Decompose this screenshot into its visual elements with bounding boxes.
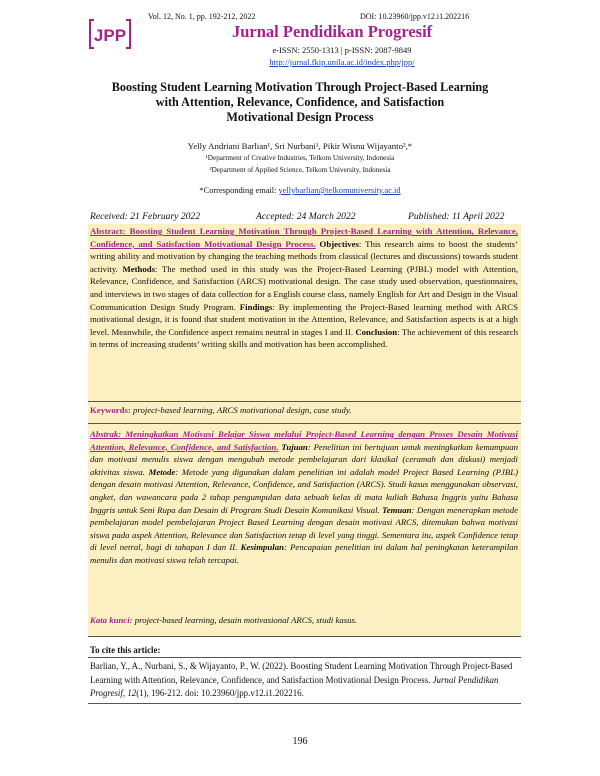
published-date: Published: 11 April 2022 [408,211,505,222]
abstract-en-title: Abstract: Boosting Student Learning Motivation Through Project-Based Learning with Attention, Relevance, Confidence, and Satisfaction Motivational Design Process. [90,226,518,249]
findings-text: : By implementing the Project-Based learning method with ARCS motivational design, it is found that student motivation in the Attention, Relevance, and Satisfaction aspects is at a high level. Meanwhile, the Confidence aspect remains neutral in stages I and II. [90,301,518,337]
citation-sep: , [122,688,128,698]
email-link[interactable]: yellybarlian@telkomuniversity.ac.id [278,186,401,195]
kata-kunci-label: Kata kunci: [90,615,133,625]
volume-info: Vol. 12, No. 1, pp. 192-212, 2022 [148,12,256,21]
article-title [88,80,512,125]
accepted-date: Accepted: 24 March 2022 [256,211,356,222]
temuan-label: Temuan [382,504,412,515]
keywords-en [90,404,518,417]
tujuan-text: : Penelitian ini bertujuan untuk meningkatkan kemampuan dan motivasi menulis siswa dengan mengubah metode pembelajaran dari klasikal (ceramah dan diskusi) menjadi aktivitas siswa. [90,441,519,477]
temuan-text: : Dengan menerapkan metode pembelajaran model pembelajaran Project Based Learning dengan desain motivasi ARCS, ditemukan bahwa motivasi siswa pada aspek Attention, Relevance dan Satisfaction tetap di level yang tinggi. Sementara itu, aspek Confidence tetap di level netral, bagi di tahapan I dan II. [90,504,519,553]
citation [90,660,518,701]
abstract-id-title: Abstrak: Meningkatkan Motivasi Belajar Siswa melalui Project-Based Learning dengan Proses Desain Motivasi Attention, Relevance, Confidence, and Satisfaction. [90,429,518,452]
objectives-text: : This research aims to boost the students’ writing ability and motivation by changing the teaching methods from classical (lectures and discussions) towards student activity. [90,238,518,274]
methods-label: Methods [122,263,156,274]
conclusion-text: : The achievement of this research in terms of increasing students’ writing skills and motivation has been accomplished. [90,326,519,350]
corresponding-label: *Corresponding email: [199,186,277,195]
issn: e-ISSN: 2550-1313 | p-ISSN: 2087-9849 [272,45,412,55]
methods-text: : The method used in this study was the Project-Based Learning (PJBL) model with Attention, Relevance, Confidence, and Satisfaction (ARCS) motivational design. The case study used observation, questionnaires, and interviews in two stages of data collection for a English course class, namely English for Art and Design in the Visual Communication Design Study Program. [90,263,519,312]
citation-text: Barlian, Y., A., Nurbani, S., & Wijayanto, P., W. (2022). Boosting Student Learning Motivation Through Project-Based Learning with Attention, Relevance, Confidence, and Satisfaction Motivational Design Process. [90,661,513,685]
divider [88,703,521,704]
citation-volume: 12 [127,688,137,698]
corresponding-email [88,186,512,195]
keywords-text: project-based learning, ARCS motivational design, case study. [130,405,352,415]
objectives-label: Objectives [319,238,359,249]
journal-name: Jurnal Pendidikan Progresif [232,22,433,41]
divider [88,657,521,658]
keywords-id [90,614,518,627]
authors: Yelly Andriani Barlian¹, Sri Nurbani¹, Pikir Wisnu Wijayanto²,* [187,141,413,151]
tujuan-label: Tujuan [281,441,308,452]
logo-text: JPP [93,26,127,45]
metode-text: : Metode yang digunakan dalam penelitian ini adalah model Project Based Learning (PJBL) dengan desain motivasi Attention, Relevance, Confidence, and Satisfaction (ARCS). Studi kasus menggunakan observasi, angket, dan wawancara pada 2 tahap pengumpulan data sebuah kelas di mata kuliah Bahasa Inggris yaitu Bahasa Inggris untuk Seni Rupa dan Desain di Program Studi Desain Komunikasi Visual. [90,466,519,515]
title-line: Boosting Student Learning Motivation Through Project-Based Learning [111,80,489,94]
affiliation: ¹Department of Creative Industries, Telkom University, Indonesia [205,154,395,162]
divider [88,401,521,402]
abstract-id [90,428,518,567]
kesimpulan-label: Kesimpulan [240,542,284,553]
divider [88,423,521,424]
doi[interactable]: DOI: 10.23960/jpp.v12.i1.202216 [360,12,470,21]
metode-label: Metode [148,466,176,477]
citation-journal: Jurnal Pendidikan Progresif [90,674,499,698]
journal-logo [88,14,132,54]
kesimpulan-text: : Pencapaian penelitian ini dalam hal peningkatan keterampilan menulis dan motivasi siswa telah tercapai. [90,542,519,565]
received-date: Received: 21 February 2022 [90,211,201,222]
keywords-id-background [88,626,521,636]
kata-kunci-text: project-based learning, desain motivasional ARCS, studi kasus. [132,615,358,625]
title-line: Motivational Design Process [226,110,374,124]
citation-heading: To cite this article: [90,645,161,655]
divider [88,636,521,637]
page-number: 196 [292,736,308,747]
findings-label: Findings [239,301,273,312]
abstract-en [90,225,518,351]
title-line: with Attention, Relevance, Confidence, and Satisfaction [155,95,445,109]
conclusion-label: Conclusion [355,326,398,337]
keywords-label: Keywords: [90,405,131,415]
journal-url-link[interactable]: http://jurnal.fkip.unila.ac.id/index.php/jpp/ [269,57,415,67]
affiliation: ²Department of Applied Science, Telkom University, Indonesia [209,166,391,174]
citation-pages: (1), 196-212. doi: 10.23960/jpp.v12.i1.202216. [136,688,304,698]
